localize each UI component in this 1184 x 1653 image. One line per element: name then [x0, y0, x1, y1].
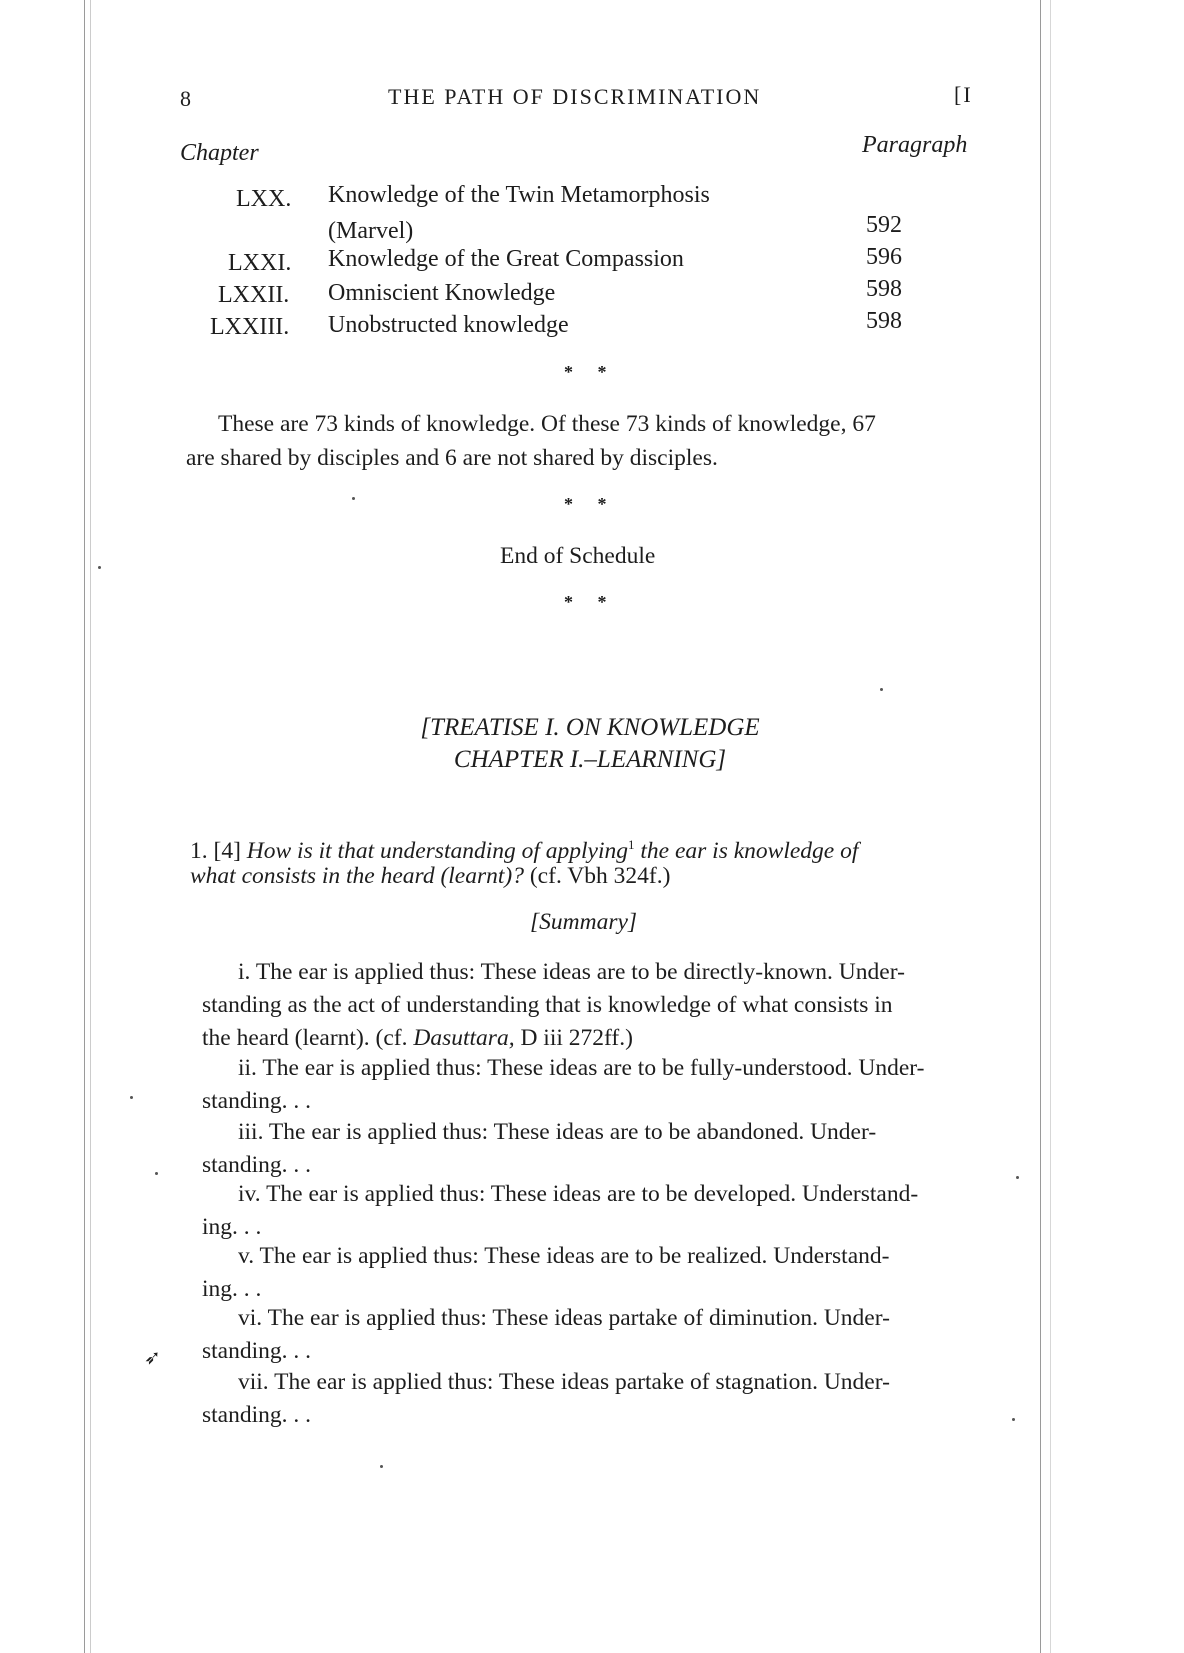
list-item-line: ing. . .: [202, 1214, 262, 1240]
margin-arrow-mark: ➶: [144, 1347, 161, 1369]
list-item: [202, 956, 1046, 1055]
chapter-numeral: LXX.: [236, 186, 292, 212]
list-item-line: standing. . .: [202, 1152, 312, 1178]
question-text-end: what consists in the heard (learnt)?: [190, 863, 524, 889]
treatise-heading: [TREATISE I. ON KNOWLEDGE: [420, 714, 760, 741]
running-title: THE PATH OF DISCRIMINATION: [388, 84, 762, 109]
list-item: [202, 1366, 1046, 1432]
question-line: [190, 860, 670, 893]
citation-ref: D iii 272ff.): [514, 1025, 633, 1051]
list-item: [202, 1178, 1046, 1244]
chapter-title: Knowledge of the Great Compassion: [328, 246, 684, 272]
paragraph-ref: 598: [866, 308, 902, 334]
scan-speck: [352, 497, 355, 500]
chapter-title: Unobstructed knowledge: [328, 312, 569, 338]
scan-speck: [880, 688, 883, 691]
scan-speck: [98, 566, 101, 569]
separator-stars: * *: [564, 494, 617, 514]
list-item-line: the heard (learnt). (cf.: [202, 1025, 414, 1051]
chapter-numeral: LXXIII.: [210, 314, 290, 340]
question-text: How is it that understanding of applying: [246, 837, 629, 864]
chapter-column-heading: Chapter: [180, 140, 259, 166]
list-item: [202, 1116, 1046, 1182]
scan-speck: [155, 1172, 158, 1175]
chapter-title: Omniscient Knowledge: [328, 280, 556, 306]
left-margin-line: [84, 0, 85, 1653]
chapter-numeral: LXXII.: [218, 282, 290, 308]
list-item-line: standing. . .: [202, 1338, 312, 1364]
paragraph-column-heading: Paragraph: [862, 132, 968, 158]
paragraph-ref: 598: [866, 276, 902, 302]
footnote-marker: 1: [628, 837, 635, 852]
list-item-line: vii. The ear is applied thus: These ideas partake of stagnation. Under-: [238, 1369, 890, 1395]
paragraph-ref: 596: [866, 244, 902, 270]
list-item-line: standing as the act of understanding that is knowledge of what consists in: [202, 992, 893, 1018]
list-item: [202, 1240, 1046, 1306]
summary-line: These are 73 kinds of knowledge. Of these 73 kinds of knowledge, 67: [218, 411, 876, 437]
list-item-line: iii. The ear is applied thus: These ideas are to be abandoned. Under-: [238, 1119, 877, 1145]
question-text-cont: the ear is knowledge of: [634, 837, 859, 864]
list-item-line: standing. . .: [202, 1402, 312, 1428]
chapter-numeral: LXXI.: [228, 250, 292, 276]
list-item-line: ing. . .: [202, 1276, 262, 1302]
list-item-line: ii. The ear is applied thus: These ideas are to be fully-understood. Under-: [238, 1055, 925, 1081]
question-reference: (cf. Vbh 324f.): [523, 863, 671, 889]
question-number: 1. [4]: [190, 837, 241, 864]
list-item-line: v. The ear is applied thus: These ideas are to be realized. Understand-: [238, 1243, 890, 1269]
section-mark: [I: [954, 82, 973, 107]
list-item-line: iv. The ear is applied thus: These ideas are to be developed. Understand-: [238, 1181, 919, 1207]
scan-speck: [380, 1465, 383, 1468]
list-item: [202, 1302, 1046, 1368]
list-item-line: standing. . .: [202, 1088, 312, 1114]
list-item: [202, 1052, 1046, 1118]
paragraph-ref: 592: [866, 212, 902, 238]
end-of-schedule: End of Schedule: [500, 543, 656, 569]
chapter-title: Knowledge of the Twin Metamorphosis: [328, 182, 710, 208]
list-item-line: i. The ear is applied thus: These ideas are to be directly-known. Under-: [238, 959, 905, 985]
summary-line: are shared by disciples and 6 are not shared by disciples.: [186, 445, 718, 471]
list-item-line: vi. The ear is applied thus: These ideas partake of diminution. Under-: [238, 1305, 890, 1331]
left-margin-line-faint: [90, 0, 91, 1653]
chapter-heading: CHAPTER I.–LEARNING]: [453, 746, 727, 773]
citation-title: Dasuttara,: [413, 1025, 515, 1051]
right-margin-line-faint: [1050, 0, 1051, 1653]
separator-stars: * *: [564, 592, 617, 612]
chapter-title-continued: (Marvel): [328, 218, 414, 244]
separator-stars: * *: [564, 362, 617, 382]
scan-speck: [130, 1096, 133, 1099]
page-number: 8: [180, 86, 193, 111]
summary-heading: [Summary]: [530, 909, 638, 935]
